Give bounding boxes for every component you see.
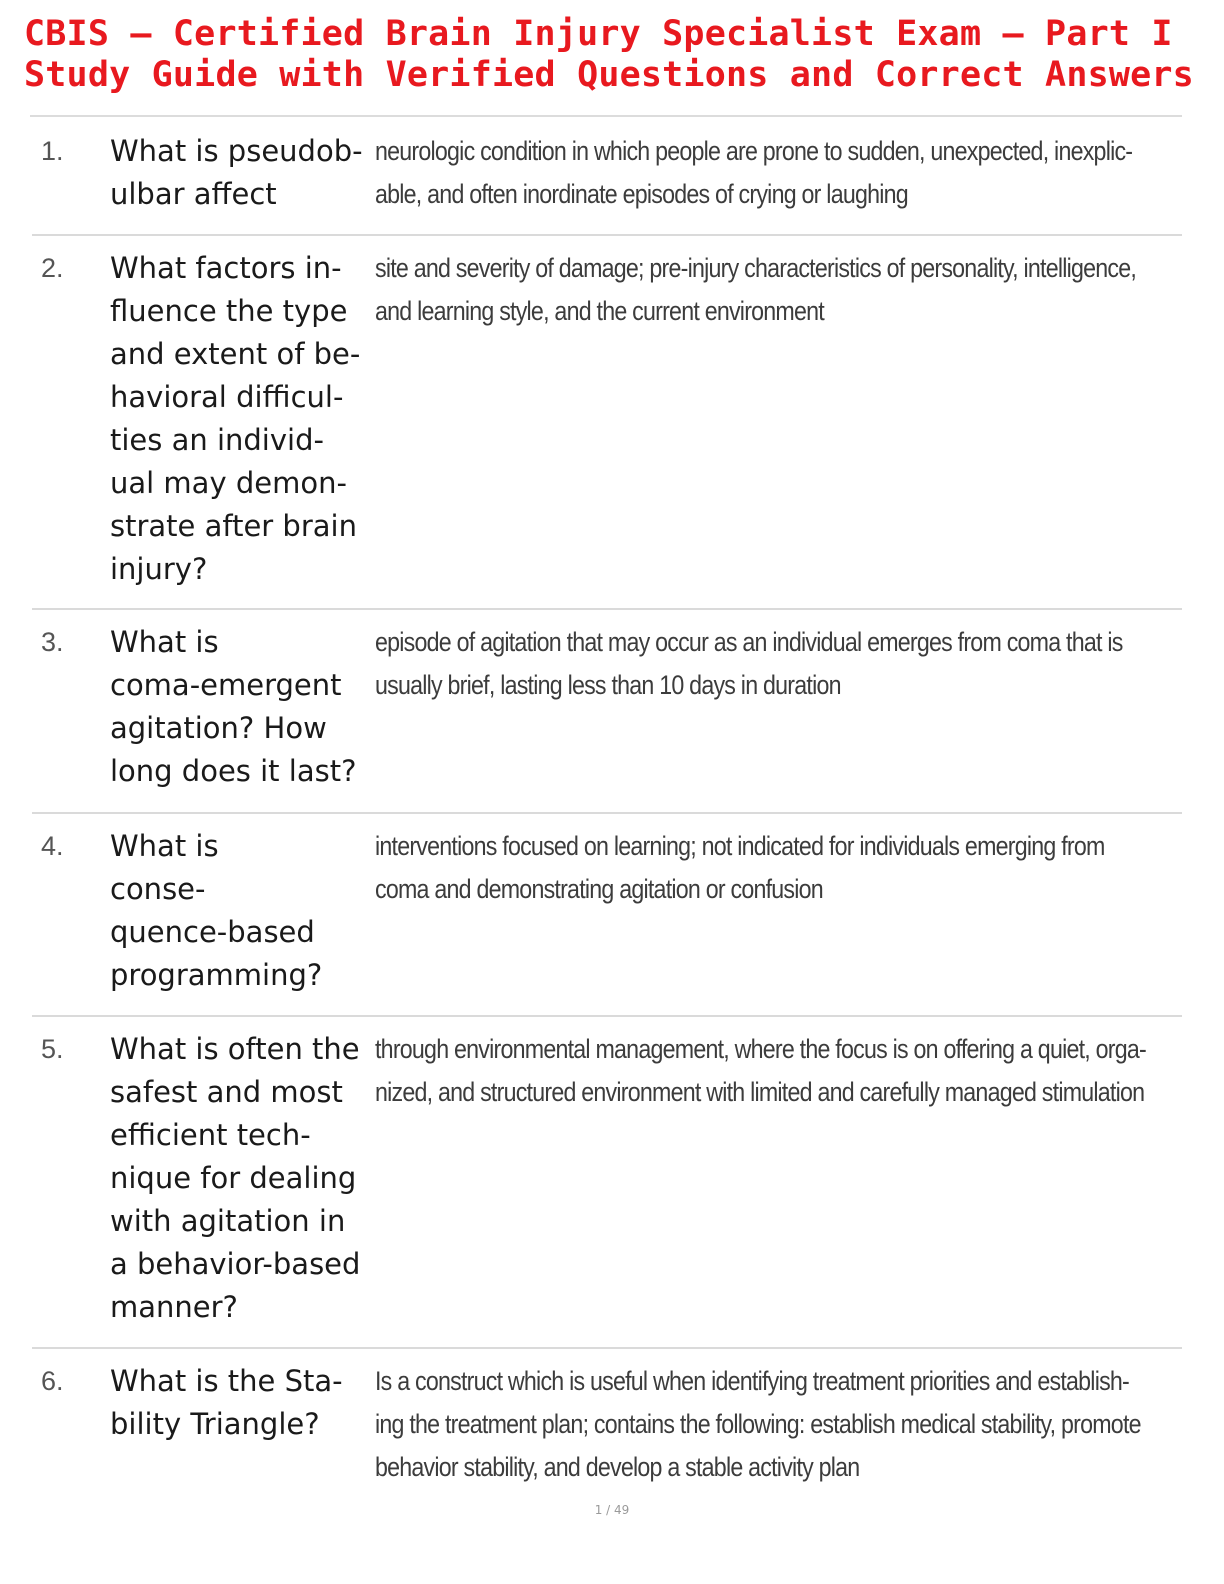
item-number: 1.: [41, 136, 64, 166]
item-answer: through environmental management, where the focus is on offering a quiet, orga- nized, and structured environment with limited and carefully managed stimulation: [375, 1034, 1146, 1107]
document-title-line-2: Study Guide with Verified Questions and Correct Answers: [24, 55, 1194, 95]
item-number: 2.: [41, 253, 64, 283]
item-divider: [32, 234, 1182, 236]
item-divider: [32, 1015, 1182, 1017]
item-question: What is often the safest and most efficient tech- nique for dealing with agitation in a behavior-based manner?: [110, 1032, 361, 1324]
item-answer: interventions focused on learning; not indicated for individuals emerging from coma and demonstrating agitation or confusion: [375, 831, 1105, 904]
item-answer: neurologic condition in which people are prone to sudden, unexpected, inexplic- able, and often inordinate episodes of crying or laughing: [375, 136, 1133, 209]
item-answer: Is a construct which is useful when identifying treatment priorities and establish- ing the treatment plan; contains the following: establish medical stability, promote behavior stability, and develop a stable activity plan: [375, 1366, 1141, 1482]
item-number: 6.: [41, 1366, 64, 1396]
document-title-line-1: CBIS – Certified Brain Injury Specialist Exam – Part I: [24, 14, 1173, 54]
item-question: What factors in- fluence the type and extent of be- havioral difficul- ties an individ- ual may demon- strate after brain injury?: [110, 251, 361, 586]
item-question: What is the Sta- bility Triangle?: [110, 1364, 343, 1441]
item-divider: [32, 1347, 1182, 1349]
item-question: What is pseudob- ulbar affect: [110, 134, 363, 211]
item-number: 3.: [41, 627, 64, 657]
item-number: 5.: [41, 1034, 64, 1064]
page-indicator: 1 / 49: [594, 1503, 630, 1517]
item-question: What is conse- quence-based programming?: [110, 829, 323, 992]
item-answer: site and severity of damage; pre-injury characteristics of personality, intelligence, and learning style, and the current environment: [375, 253, 1137, 326]
item-divider: [32, 608, 1182, 610]
item-answer: episode of agitation that may occur as an individual emerges from coma that is usually brief, lasting less than 10 days in duration: [375, 627, 1123, 700]
item-number: 4.: [41, 831, 64, 861]
item-divider: [32, 812, 1182, 814]
item-question: What is coma-emergent agitation? How long does it last?: [110, 625, 357, 788]
